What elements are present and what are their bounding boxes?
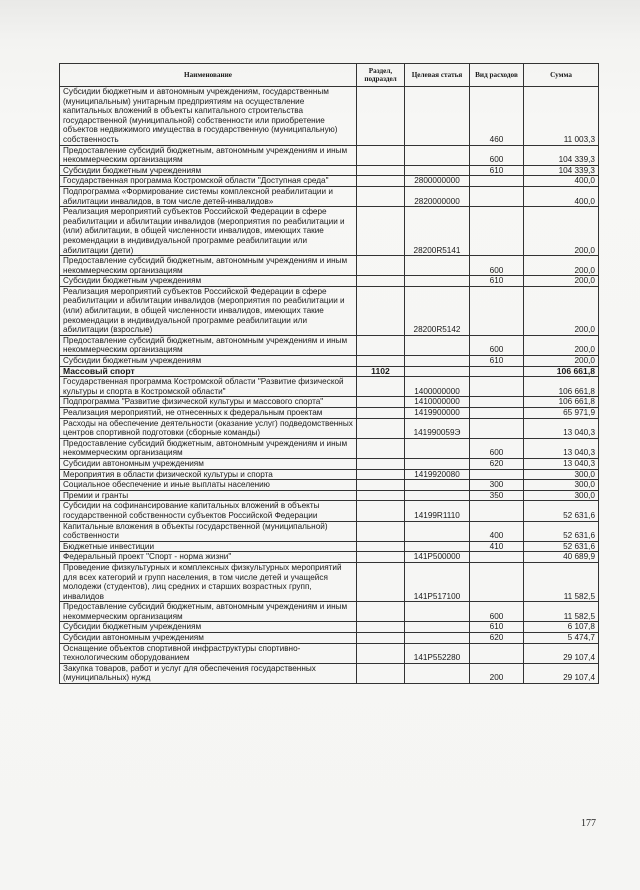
cell-sum: 200,0: [524, 256, 599, 276]
cell-section: [357, 145, 405, 165]
cell-sum: 200,0: [524, 286, 599, 335]
budget-table: [59, 63, 599, 684]
cell-target: 141990059Э: [405, 418, 470, 438]
cell-type: [470, 366, 524, 377]
table-row: [60, 521, 599, 541]
header-sum: Сумма: [524, 64, 599, 87]
cell-name: Субсидии бюджетным учреждениям: [60, 356, 357, 367]
table-row: [60, 469, 599, 480]
cell-target: 2820000000: [405, 186, 470, 206]
table-row: [60, 501, 599, 521]
table-row: [60, 663, 599, 683]
cell-section: [357, 276, 405, 287]
table-row: [60, 408, 599, 419]
cell-type: 600: [470, 256, 524, 276]
cell-sum: 200,0: [524, 335, 599, 355]
cell-name: Предоставление субсидий бюджетным, автономным учреждениям и иным некоммерческим организациям: [60, 602, 357, 622]
table-row: [60, 480, 599, 491]
cell-target: 141P552280: [405, 643, 470, 663]
cell-target: [405, 663, 470, 683]
table-row: [60, 335, 599, 355]
cell-type: 610: [470, 356, 524, 367]
cell-type: 600: [470, 335, 524, 355]
cell-type: 610: [470, 165, 524, 176]
table-row: [60, 622, 599, 633]
table-row: [60, 256, 599, 276]
cell-sum: 200,0: [524, 207, 599, 256]
cell-name: Предоставление субсидий бюджетным, автономным учреждениям и иным некоммерческим организациям: [60, 145, 357, 165]
cell-target: [405, 602, 470, 622]
cell-sum: 200,0: [524, 356, 599, 367]
cell-name: Субсидии автономным учреждениям: [60, 458, 357, 469]
cell-section: 1102: [357, 366, 405, 377]
table-row: [60, 633, 599, 644]
cell-name: Подпрограмма «Формирование системы комплексной реабилитации и абилитации инвалидов, в том числе детей-инвалидов»: [60, 186, 357, 206]
cell-type: [470, 418, 524, 438]
cell-sum: 6 107,8: [524, 622, 599, 633]
cell-section: [357, 663, 405, 683]
table-row: [60, 602, 599, 622]
cell-target: 1419920080: [405, 469, 470, 480]
cell-section: [357, 87, 405, 146]
cell-name: Субсидии на софинансирование капитальных вложений в объекты государственной собственности субъектов Российской Федерации: [60, 501, 357, 521]
cell-name: Капитальные вложения в объекты государственной (муниципальной) собственности: [60, 521, 357, 541]
cell-type: [470, 186, 524, 206]
cell-section: [357, 480, 405, 491]
cell-type: [470, 377, 524, 397]
cell-sum: 106 661,8: [524, 377, 599, 397]
cell-sum: 106 661,8: [524, 366, 599, 377]
cell-section: [357, 176, 405, 187]
cell-type: [470, 643, 524, 663]
cell-sum: 52 631,6: [524, 501, 599, 521]
cell-section: [357, 438, 405, 458]
cell-target: 2800000000: [405, 176, 470, 187]
table-row: [60, 377, 599, 397]
cell-target: [405, 145, 470, 165]
cell-target: [405, 87, 470, 146]
cell-sum: 13 040,3: [524, 418, 599, 438]
cell-section: [357, 256, 405, 276]
cell-name: Массовый спорт: [60, 366, 357, 377]
cell-sum: 11 582,5: [524, 562, 599, 601]
cell-name: Субсидии бюджетным учреждениям: [60, 622, 357, 633]
table-row: [60, 552, 599, 563]
cell-section: [357, 552, 405, 563]
cell-type: 600: [470, 438, 524, 458]
cell-type: 460: [470, 87, 524, 146]
cell-sum: 200,0: [524, 276, 599, 287]
cell-type: 410: [470, 541, 524, 552]
cell-sum: 300,0: [524, 469, 599, 480]
cell-sum: 29 107,4: [524, 643, 599, 663]
cell-type: [470, 562, 524, 601]
cell-name: Федеральный проект "Спорт - норма жизни": [60, 552, 357, 563]
cell-section: [357, 165, 405, 176]
cell-type: [470, 397, 524, 408]
cell-name: Социальное обеспечение и иные выплаты населению: [60, 480, 357, 491]
cell-type: [470, 501, 524, 521]
cell-sum: 400,0: [524, 176, 599, 187]
cell-name: Субсидии бюджетным учреждениям: [60, 276, 357, 287]
cell-target: [405, 366, 470, 377]
table-row: [60, 490, 599, 501]
cell-name: Закупка товаров, работ и услуг для обеспечения государственных (муниципальных) нужд: [60, 663, 357, 683]
cell-target: 1410000000: [405, 397, 470, 408]
cell-target: [405, 356, 470, 367]
cell-sum: 13 040,3: [524, 438, 599, 458]
cell-section: [357, 397, 405, 408]
cell-type: 200: [470, 663, 524, 683]
cell-section: [357, 207, 405, 256]
cell-type: 620: [470, 458, 524, 469]
cell-name: Подпрограмма "Развитие физической культуры и массового спорта": [60, 397, 357, 408]
cell-type: 610: [470, 622, 524, 633]
cell-section: [357, 408, 405, 419]
cell-name: Реализация мероприятий, не отнесенных к федеральным проектам: [60, 408, 357, 419]
cell-target: 1400000000: [405, 377, 470, 397]
table-row: [60, 397, 599, 408]
cell-sum: 13 040,3: [524, 458, 599, 469]
cell-type: [470, 286, 524, 335]
header-name: Наименование: [60, 64, 357, 87]
cell-sum: 65 971,9: [524, 408, 599, 419]
table-row: [60, 145, 599, 165]
cell-sum: 5 474,7: [524, 633, 599, 644]
cell-section: [357, 490, 405, 501]
cell-name: Мероприятия в области физической культуры и спорта: [60, 469, 357, 480]
cell-target: 141P500000: [405, 552, 470, 563]
cell-name: Субсидии бюджетным и автономным учреждениям, государственным (муниципальным) унитарным предприятиям на осуществление капитальных вложений в объекты капитального строительства государственной (муниципальной) собственности или приобретение объектов недвижимого имущества в государственную (муниципальную) собственность: [60, 87, 357, 146]
cell-type: [470, 552, 524, 563]
cell-target: 28200R5142: [405, 286, 470, 335]
cell-target: [405, 480, 470, 491]
cell-type: 600: [470, 602, 524, 622]
table-row: [60, 356, 599, 367]
cell-target: [405, 490, 470, 501]
cell-name: Субсидии бюджетным учреждениям: [60, 165, 357, 176]
cell-type: 350: [470, 490, 524, 501]
cell-section: [357, 418, 405, 438]
cell-name: Премии и гранты: [60, 490, 357, 501]
cell-sum: 400,0: [524, 186, 599, 206]
cell-target: [405, 335, 470, 355]
cell-section: [357, 521, 405, 541]
table-row: [60, 438, 599, 458]
cell-type: 620: [470, 633, 524, 644]
table-row: [60, 176, 599, 187]
cell-name: Предоставление субсидий бюджетным, автономным учреждениям и иным некоммерческим организациям: [60, 438, 357, 458]
cell-type: [470, 207, 524, 256]
cell-target: [405, 438, 470, 458]
cell-sum: 52 631,6: [524, 521, 599, 541]
cell-target: [405, 521, 470, 541]
cell-name: Реализация мероприятий субъектов Российской Федерации в сфере реабилитации и абилитации инвалидов (мероприятия по реабилитации и (или) абилитации, в общей численности инвалидов, имеющих такие рекомендации в индивидуальной программе реабилитации или абилитации (взрослые): [60, 286, 357, 335]
cell-target: 14199R1110: [405, 501, 470, 521]
cell-target: [405, 276, 470, 287]
table-row: [60, 643, 599, 663]
header-target: Целевая статья: [405, 64, 470, 87]
cell-type: 300: [470, 480, 524, 491]
cell-type: 610: [470, 276, 524, 287]
table-row: [60, 562, 599, 601]
cell-type: [470, 408, 524, 419]
cell-target: [405, 633, 470, 644]
cell-sum: 52 631,6: [524, 541, 599, 552]
cell-section: [357, 602, 405, 622]
table-row: [60, 87, 599, 146]
cell-section: [357, 541, 405, 552]
cell-sum: 29 107,4: [524, 663, 599, 683]
cell-name: Предоставление субсидий бюджетным, автономным учреждениям и иным некоммерческим организациям: [60, 256, 357, 276]
table-row: [60, 541, 599, 552]
table-row: [60, 165, 599, 176]
cell-name: Субсидии автономным учреждениям: [60, 633, 357, 644]
cell-target: 28200R5141: [405, 207, 470, 256]
cell-target: [405, 541, 470, 552]
table-row: [60, 458, 599, 469]
cell-section: [357, 501, 405, 521]
cell-name: Государственная программа Костромской области "Развитие физической культуры и спорта в Костромской области": [60, 377, 357, 397]
cell-sum: 106 661,8: [524, 397, 599, 408]
cell-section: [357, 643, 405, 663]
cell-section: [357, 286, 405, 335]
cell-sum: 11 582,5: [524, 602, 599, 622]
cell-sum: 300,0: [524, 480, 599, 491]
cell-section: [357, 186, 405, 206]
cell-sum: 40 689,9: [524, 552, 599, 563]
cell-section: [357, 335, 405, 355]
page-number: 177: [581, 818, 596, 829]
cell-sum: 104 339,3: [524, 145, 599, 165]
header-type: Вид расходов: [470, 64, 524, 87]
cell-type: 600: [470, 145, 524, 165]
cell-target: 141P517100: [405, 562, 470, 601]
cell-sum: 11 003,3: [524, 87, 599, 146]
cell-target: 1419900000: [405, 408, 470, 419]
table-row: [60, 366, 599, 377]
cell-type: [470, 469, 524, 480]
cell-name: Оснащение объектов спортивной инфраструктуры спортивно-технологическим оборудованием: [60, 643, 357, 663]
table-row: [60, 186, 599, 206]
cell-sum: 300,0: [524, 490, 599, 501]
table-row: [60, 418, 599, 438]
table-row: [60, 286, 599, 335]
cell-section: [357, 633, 405, 644]
cell-target: [405, 256, 470, 276]
table-body: [60, 87, 599, 684]
cell-name: Реализация мероприятий субъектов Российской Федерации в сфере реабилитации и абилитации инвалидов (мероприятия по реабилитации и (или) абилитации, в общей численности инвалидов, имеющих такие рекомендации в индивидуальной программе реабилитации или абилитации (дети): [60, 207, 357, 256]
cell-section: [357, 622, 405, 633]
cell-section: [357, 469, 405, 480]
cell-name: Государственная программа Костромской области "Доступная среда": [60, 176, 357, 187]
header-section: Раздел, подраздел: [357, 64, 405, 87]
cell-name: Бюджетные инвестиции: [60, 541, 357, 552]
cell-target: [405, 458, 470, 469]
table-row: [60, 276, 599, 287]
cell-section: [357, 377, 405, 397]
cell-section: [357, 356, 405, 367]
cell-type: 400: [470, 521, 524, 541]
cell-sum: 104 339,3: [524, 165, 599, 176]
cell-section: [357, 562, 405, 601]
cell-type: [470, 176, 524, 187]
table-row: [60, 207, 599, 256]
cell-target: [405, 165, 470, 176]
cell-name: Проведение физкультурных и комплексных физкультурных мероприятий для всех категорий и групп населения, в том числе детей и учащейся молодежи (студентов), лиц средних и старших возрастных групп, инвалидов: [60, 562, 357, 601]
cell-name: Предоставление субсидий бюджетным, автономным учреждениям и иным некоммерческим организациям: [60, 335, 357, 355]
table-header-row: [60, 64, 599, 87]
cell-name: Расходы на обеспечение деятельности (оказание услуг) подведомственных центров спортивной подготовки (сборные команды): [60, 418, 357, 438]
cell-target: [405, 622, 470, 633]
cell-section: [357, 458, 405, 469]
